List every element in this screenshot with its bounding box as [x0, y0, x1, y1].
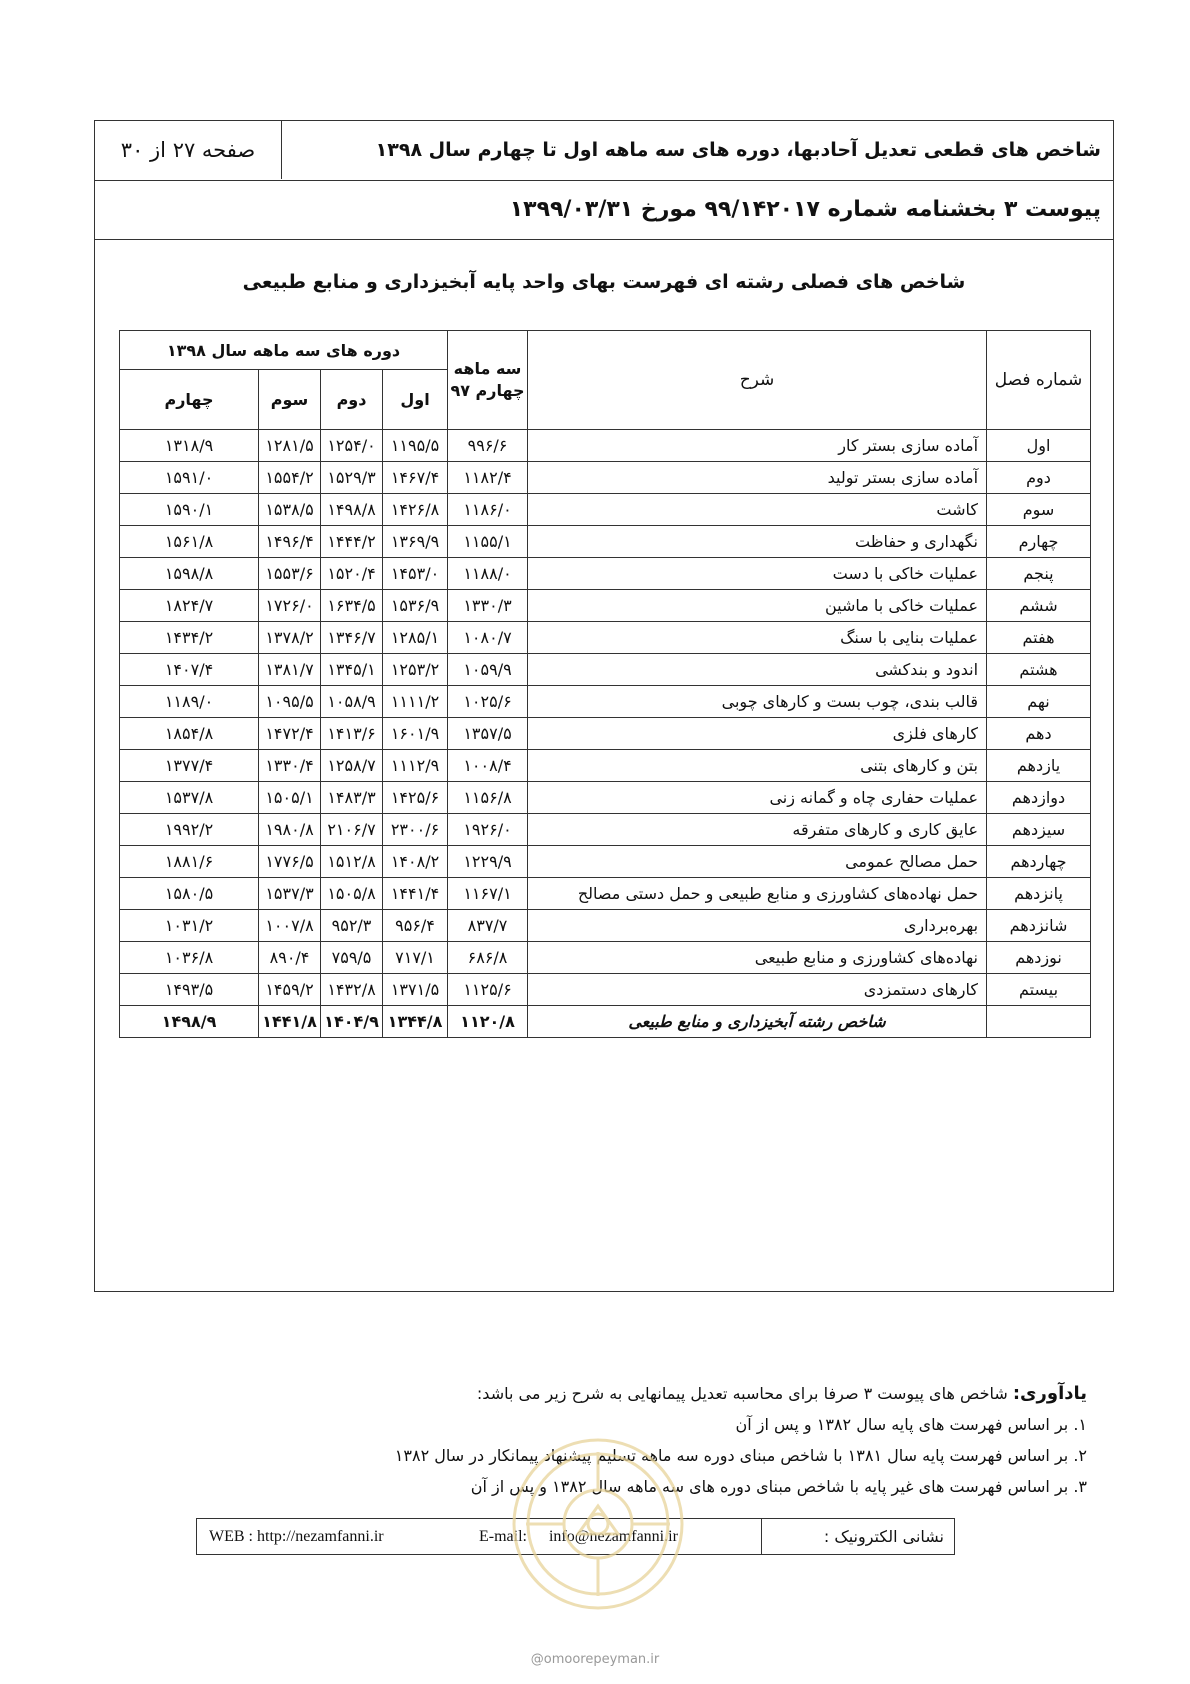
description-cell: بهره‌برداری [528, 910, 987, 942]
value-cell: ۱۱۸۹/۰ [120, 686, 259, 718]
value-cell: ۲۳۰۰/۶ [383, 814, 448, 846]
value-cell: ۱۹۹۲/۲ [120, 814, 259, 846]
total-value-cell: ۱۱۲۰/۸ [448, 1006, 528, 1038]
chapter-cell: سیزدهم [987, 814, 1091, 846]
note-item: ۱. بر اساس فهرست های پایه سال ۱۳۸۲ و پس از آن [735, 1415, 1087, 1434]
header-q4-97: سه ماهه چهارم ۹۷ [448, 331, 528, 430]
value-cell: ۱۵۲۰/۴ [321, 558, 383, 590]
table-row [120, 494, 1091, 526]
chapter-cell: یازدهم [987, 750, 1091, 782]
value-cell: ۱۲۸۱/۵ [259, 430, 321, 462]
chapter-cell: هفتم [987, 622, 1091, 654]
value-cell: ۱۰۰۷/۸ [259, 910, 321, 942]
value-cell: ۱۴۹۶/۴ [259, 526, 321, 558]
chapter-cell: چهاردهم [987, 846, 1091, 878]
value-cell: ۱۳۸۱/۷ [259, 654, 321, 686]
table-row [120, 558, 1091, 590]
chapter-cell: پنجم [987, 558, 1091, 590]
contact-label: نشانی الکترونیک : [761, 1519, 954, 1554]
table-row [120, 654, 1091, 686]
value-cell: ۱۳۷۷/۴ [120, 750, 259, 782]
table-row [120, 910, 1091, 942]
table-row [120, 686, 1091, 718]
value-cell: ۱۴۳۲/۸ [321, 974, 383, 1006]
value-cell: ۱۷۲۶/۰ [259, 590, 321, 622]
value-cell: ۱۱۱۱/۲ [383, 686, 448, 718]
value-cell: ۱۱۹۵/۵ [383, 430, 448, 462]
chapter-cell: دوازدهم [987, 782, 1091, 814]
value-cell: ۱۴۳۴/۲ [120, 622, 259, 654]
value-cell: ۱۵۵۴/۲ [259, 462, 321, 494]
website-link[interactable]: WEB : http://nezamfanni.ir [209, 1528, 384, 1545]
value-cell: ۱۸۲۴/۷ [120, 590, 259, 622]
description-cell: کاشت [528, 494, 987, 526]
page-number: صفحه ۲۷ از ۳۰ [95, 121, 282, 179]
table-row [120, 462, 1091, 494]
value-cell: ۱۰۳۶/۸ [120, 942, 259, 974]
value-cell: ۱۴۲۶/۸ [383, 494, 448, 526]
table-row [120, 942, 1091, 974]
value-cell: ۱۵۳۸/۵ [259, 494, 321, 526]
value-cell: ۹۹۶/۶ [448, 430, 528, 462]
chapter-cell: بیستم [987, 974, 1091, 1006]
table-title: شاخص های فصلی رشته ای فهرست بهای واحد پایه آبخیزداری و منابع طبیعی [242, 271, 966, 293]
value-cell: ۱۰۵۹/۹ [448, 654, 528, 686]
header-chapter: شماره فصل [987, 331, 1091, 430]
description-cell: حمل مصالح عمومی [528, 846, 987, 878]
chapter-cell: دوم [987, 462, 1091, 494]
table-row [120, 526, 1091, 558]
table-row [120, 430, 1091, 462]
chapter-cell: شانزدهم [987, 910, 1091, 942]
description-cell: عملیات خاکی با ماشین [528, 590, 987, 622]
note-item: ۳. بر اساس فهرست های غیر پایه با شاخص مبنای دوره های سه ماهه سال ۱۳۸۲ و پس از آن [470, 1477, 1087, 1496]
description-cell: حمل نهاده‌های کشاورزی و منابع طبیعی و حمل دستی مصالح [528, 878, 987, 910]
total-value-cell: ۱۳۴۴/۸ [383, 1006, 448, 1038]
total-chapter-cell [987, 1006, 1091, 1038]
value-cell: ۱۵۳۷/۳ [259, 878, 321, 910]
notes [187, 1378, 1087, 1502]
value-cell: ۱۲۲۹/۹ [448, 846, 528, 878]
value-cell: ۱۰۲۵/۶ [448, 686, 528, 718]
value-cell: ۱۱۱۲/۹ [383, 750, 448, 782]
value-cell: ۱۵۹۰/۱ [120, 494, 259, 526]
value-cell: ۱۱۲۵/۶ [448, 974, 528, 1006]
value-cell: ۱۵۰۵/۸ [321, 878, 383, 910]
header-periods-1398: دوره های سه ماهه سال ۱۳۹۸ [120, 331, 448, 370]
document-title: شاخص های قطعی تعدیل آحادبها، دوره های سه ماهه اول تا چهارم سال ۱۳۹۸ [375, 139, 1101, 161]
table-header-row [120, 331, 1091, 370]
description-cell: قالب بندی، چوب بست و کارهای چوبی [528, 686, 987, 718]
value-cell: ۱۱۵۵/۱ [448, 526, 528, 558]
value-cell: ۱۳۷۸/۲ [259, 622, 321, 654]
value-cell: ۱۵۱۲/۸ [321, 846, 383, 878]
value-cell: ۸۹۰/۴ [259, 942, 321, 974]
description-cell: بتن و کارهای بتنی [528, 750, 987, 782]
value-cell: ۱۳۴۵/۱ [321, 654, 383, 686]
table-row [120, 974, 1091, 1006]
value-cell: ۱۴۴۴/۲ [321, 526, 383, 558]
value-cell: ۱۰۰۸/۴ [448, 750, 528, 782]
value-cell: ۸۳۷/۷ [448, 910, 528, 942]
description-cell: عملیات خاکی با دست [528, 558, 987, 590]
description-cell: نگهداری و حفاظت [528, 526, 987, 558]
chapter-cell: نوزدهم [987, 942, 1091, 974]
chapter-cell: اول [987, 430, 1091, 462]
total-description-cell: شاخص رشته آبخیزداری و منابع طبیعی [528, 1006, 987, 1038]
value-cell: ۱۰۳۱/۲ [120, 910, 259, 942]
description-cell: کارهای دستمزدی [528, 974, 987, 1006]
value-cell: ۱۴۴۱/۴ [383, 878, 448, 910]
value-cell: ۱۴۰۸/۲ [383, 846, 448, 878]
total-row [120, 1006, 1091, 1038]
notes-intro: شاخص های پیوست ۳ صرفا برای محاسبه تعدیل پیمانهایی به شرح زیر می باشد: [476, 1384, 1008, 1403]
value-cell: ۱۲۵۸/۷ [321, 750, 383, 782]
value-cell: ۱۹۸۰/۸ [259, 814, 321, 846]
chapter-cell: دهم [987, 718, 1091, 750]
value-cell: ۱۵۸۰/۵ [120, 878, 259, 910]
value-cell: ۱۱۸۲/۴ [448, 462, 528, 494]
value-cell: ۱۴۹۳/۵ [120, 974, 259, 1006]
chapter-cell: چهارم [987, 526, 1091, 558]
value-cell: ۱۸۵۴/۸ [120, 718, 259, 750]
chapter-cell: ششم [987, 590, 1091, 622]
table-row [120, 782, 1091, 814]
header-q3: سوم [259, 370, 321, 430]
value-cell: ۱۷۷۶/۵ [259, 846, 321, 878]
value-cell: ۱۴۲۵/۶ [383, 782, 448, 814]
notes-intro-line [187, 1378, 1087, 1409]
description-cell: عملیات بنایی با سنگ [528, 622, 987, 654]
value-cell: ۱۱۶۷/۱ [448, 878, 528, 910]
watermark-site: @omoorepeyman.ir [530, 1652, 660, 1667]
header-description: شرح [528, 331, 987, 430]
value-cell: ۱۳۵۷/۵ [448, 718, 528, 750]
value-cell: ۱۳۴۶/۷ [321, 622, 383, 654]
value-cell: ۱۳۳۰/۳ [448, 590, 528, 622]
value-cell: ۱۵۹۸/۸ [120, 558, 259, 590]
value-cell: ۱۴۵۹/۲ [259, 974, 321, 1006]
table-row [120, 750, 1091, 782]
circular-reference: پیوست ۳ بخشنامه شماره ۹۹/۱۴۲۰۱۷ مورخ ۱۳۹۹/۰۳/۳۱ [95, 181, 1113, 240]
value-cell: ۱۰۹۵/۵ [259, 686, 321, 718]
value-cell: ۱۴۵۳/۰ [383, 558, 448, 590]
value-cell: ۶۸۶/۸ [448, 942, 528, 974]
chapter-cell: نهم [987, 686, 1091, 718]
chapter-cell: هشتم [987, 654, 1091, 686]
value-cell: ۱۳۶۹/۹ [383, 526, 448, 558]
value-cell: ۱۳۷۱/۵ [383, 974, 448, 1006]
table-row [120, 718, 1091, 750]
table-row [120, 622, 1091, 654]
table-row [120, 814, 1091, 846]
description-cell: عایق کاری و کارهای متفرقه [528, 814, 987, 846]
value-cell: ۱۳۳۰/۴ [259, 750, 321, 782]
description-cell: نهاده‌های کشاورزی و منابع طبیعی [528, 942, 987, 974]
value-cell: ۹۵۶/۴ [383, 910, 448, 942]
value-cell: ۱۵۹۱/۰ [120, 462, 259, 494]
value-cell: ۱۱۵۶/۸ [448, 782, 528, 814]
total-value-cell: ۱۴۰۴/۹ [321, 1006, 383, 1038]
index-table [119, 330, 1091, 1038]
value-cell: ۱۵۳۷/۸ [120, 782, 259, 814]
value-cell: ۱۹۲۶/۰ [448, 814, 528, 846]
value-cell: ۱۰۸۰/۷ [448, 622, 528, 654]
description-cell: کارهای فلزی [528, 718, 987, 750]
header-row [95, 121, 1113, 181]
table-row [120, 590, 1091, 622]
value-cell: ۱۵۵۳/۶ [259, 558, 321, 590]
description-cell: عملیات حفاری چاه و گمانه زنی [528, 782, 987, 814]
description-cell: اندود و بندکشی [528, 654, 987, 686]
header-q4: چهارم [120, 370, 259, 430]
email[interactable] [479, 1519, 678, 1554]
value-cell: ۱۰۵۸/۹ [321, 686, 383, 718]
value-cell: ۱۵۲۹/۳ [321, 462, 383, 494]
value-cell: ۱۲۵۳/۲ [383, 654, 448, 686]
value-cell: ۲۱۰۶/۷ [321, 814, 383, 846]
value-cell: ۱۴۱۳/۶ [321, 718, 383, 750]
notes-label: یادآوری: [1012, 1383, 1087, 1404]
header-q1: اول [383, 370, 448, 430]
value-cell: ۷۵۹/۵ [321, 942, 383, 974]
value-cell: ۱۱۸۸/۰ [448, 558, 528, 590]
value-cell: ۱۵۳۶/۹ [383, 590, 448, 622]
contact-box [196, 1518, 955, 1555]
value-cell: ۷۱۷/۱ [383, 942, 448, 974]
value-cell: ۱۳۱۸/۹ [120, 430, 259, 462]
value-cell: ۱۵۶۱/۸ [120, 526, 259, 558]
note-item: ۲. بر اساس فهرست پایه سال ۱۳۸۱ با شاخص مبنای دوره سه ماهه تسلیم پیشنهاد پیمانکار در سال ۱۳۸۲ [394, 1446, 1087, 1465]
total-value-cell: ۱۴۹۸/۹ [120, 1006, 259, 1038]
value-cell: ۱۶۰۱/۹ [383, 718, 448, 750]
value-cell: ۹۵۲/۳ [321, 910, 383, 942]
value-cell: ۱۱۸۶/۰ [448, 494, 528, 526]
value-cell: ۱۴۶۷/۴ [383, 462, 448, 494]
header-q2: دوم [321, 370, 383, 430]
email-label: E-mail: [479, 1528, 527, 1545]
value-cell: ۱۴۹۸/۸ [321, 494, 383, 526]
description-cell: آماده سازی بستر کار [528, 430, 987, 462]
value-cell: ۱۶۳۴/۵ [321, 590, 383, 622]
chapter-cell: سوم [987, 494, 1091, 526]
description-cell: آماده سازی بستر تولید [528, 462, 987, 494]
value-cell: ۱۴۷۲/۴ [259, 718, 321, 750]
value-cell: ۱۲۵۴/۰ [321, 430, 383, 462]
email-address[interactable]: info@nezamfanni.ir [548, 1528, 678, 1545]
value-cell: ۱۵۰۵/۱ [259, 782, 321, 814]
value-cell: ۱۲۸۵/۱ [383, 622, 448, 654]
table-row [120, 846, 1091, 878]
value-cell: ۱۸۸۱/۶ [120, 846, 259, 878]
value-cell: ۱۴۰۷/۴ [120, 654, 259, 686]
table-row [120, 878, 1091, 910]
chapter-cell: پانزدهم [987, 878, 1091, 910]
total-value-cell: ۱۴۴۱/۸ [259, 1006, 321, 1038]
value-cell: ۱۴۸۳/۳ [321, 782, 383, 814]
